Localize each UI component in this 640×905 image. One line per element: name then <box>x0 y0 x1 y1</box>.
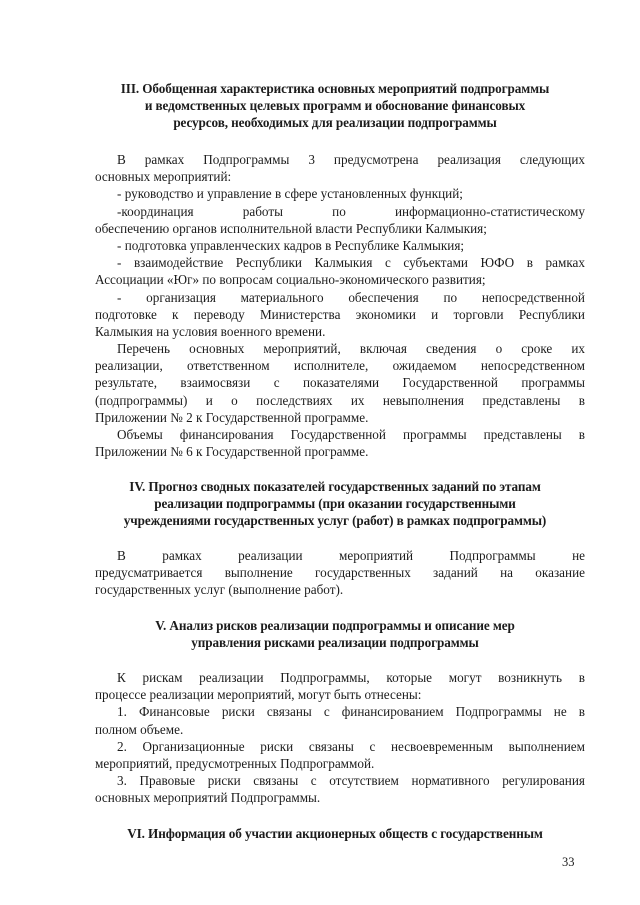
heading-line: учреждениями государственных услуг (работ) в рамках подпрограммы) <box>123 513 547 528</box>
text-line: государственных услуг (выполнение работ). <box>95 582 344 598</box>
text-line: Ассоциации «Юг» по вопросам социально-экономического развития; <box>95 272 486 288</box>
heading-line: и ведомственных целевых программ и обоснование финансовых <box>144 98 526 113</box>
text-line: полном объеме. <box>95 721 184 737</box>
text-line: В рамках реализации мероприятий Подпрограммы не <box>117 548 585 563</box>
text-line: -координация работы по информационно-статистическому <box>117 203 585 219</box>
text-line: подготовке к переводу Министерства экономики и торговли Республики <box>95 306 585 322</box>
page-number: 33 <box>562 855 575 869</box>
section-5-heading <box>60 617 610 651</box>
text-line: реализации, ответственном исполнителе, ожидаемом непосредственном <box>95 358 585 374</box>
text-line: обеспечению органов исполнительной власти Республики Калмыкия; <box>95 220 487 236</box>
heading-line: III. Обобщенная характеристика основных мероприятий подпрограммы <box>120 81 550 96</box>
section-3-body <box>95 151 585 460</box>
text-line: - руководство и управление в сфере установленных функций; <box>117 186 463 202</box>
section-6-heading <box>60 825 610 842</box>
text-line: К рискам реализации Подпрограммы, которые могут возникнуть в <box>117 670 585 685</box>
text-line: предусматривается выполнение государственных заданий на оказание <box>95 565 585 581</box>
text-line: - взаимодействие Республики Калмыкия с субъектами ЮФО в рамках <box>117 255 585 271</box>
text-line: 3. Правовые риски связаны с отсутствием нормативного регулирования <box>117 773 585 789</box>
text-line: В рамках Подпрограммы 3 предусмотрена реализация следующих <box>117 152 585 167</box>
text-line: мероприятий, предусмотренных Подпрограммой. <box>95 755 375 771</box>
text-line: Приложении № 2 к Государственной программе. <box>95 409 369 425</box>
text-line: основных мероприятий Подпрограммы. <box>95 790 321 806</box>
text-line: процессе реализации мероприятий, могут быть отнесены: <box>95 687 422 703</box>
text-line: результате, взаимосвязи с показателями Государственной программы <box>95 375 585 391</box>
text-line: 2. Организационные риски связаны с несвоевременным выполнением <box>117 738 585 754</box>
text-line: Калмыкия на условия военного времени. <box>95 323 326 339</box>
text-line: Приложении № 6 к Государственной программе. <box>95 444 369 460</box>
heading-line: управления рисками реализации подпрограммы <box>191 635 479 650</box>
text-line: Объемы финансирования Государственной программы представлены в <box>117 427 585 442</box>
section-5-body <box>95 669 585 807</box>
text-line: - организация материального обеспечения по непосредственной <box>117 289 585 305</box>
heading-line: реализации подпрограммы (при оказании государственными <box>154 496 516 511</box>
heading-line: ресурсов, необходимых для реализации подпрограммы <box>173 115 497 130</box>
section-4-body <box>95 547 585 599</box>
text-line: - подготовка управленческих кадров в Республике Калмыкия; <box>117 237 465 253</box>
section-3-heading <box>60 80 610 131</box>
heading-line: IV. Прогноз сводных показателей государственных заданий по этапам <box>129 479 541 494</box>
heading-line: V. Анализ рисков реализации подпрограммы и описание мер <box>155 618 515 633</box>
text-line: Перечень основных мероприятий, включая сведения о сроке их <box>117 341 585 357</box>
text-line: (подпрограммы) и о последствиях их невыполнения представлены в <box>95 392 585 408</box>
text-line: основных мероприятий: <box>95 169 232 185</box>
heading-line: VI. Информация об участии акционерных обществ с государственным <box>127 826 543 841</box>
text-line: 1. Финансовые риски связаны с финансированием Подпрограммы не в <box>117 704 585 720</box>
section-4-heading <box>60 478 610 529</box>
